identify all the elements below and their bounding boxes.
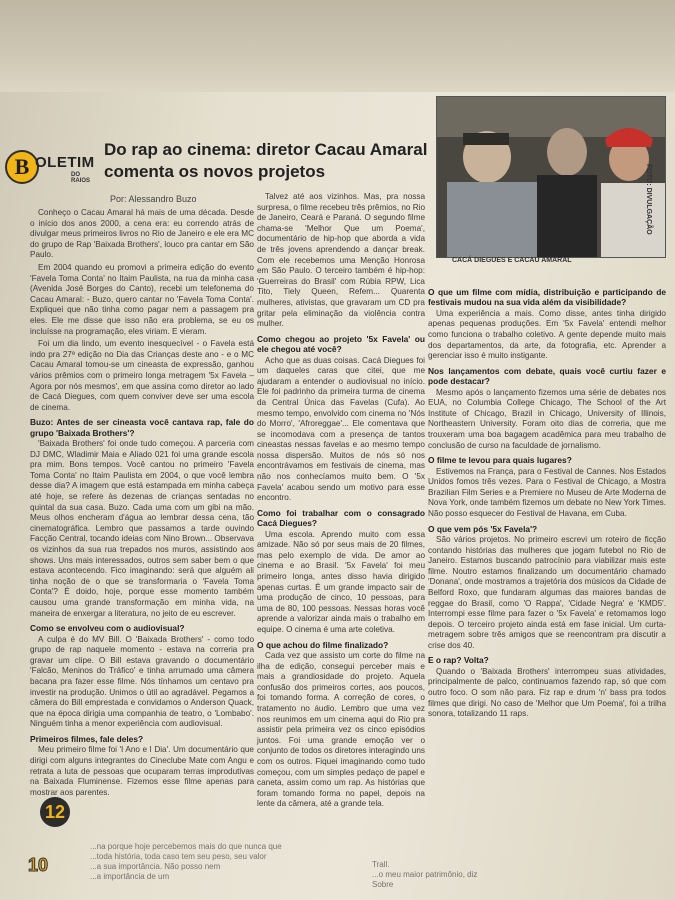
article-paragraph: Cada vez que assisto um corte do filme na ilha de edição, consegui perceber mais e mais a grandiosidade do projeto. Aquela confusão dos primeiros cortes, aos poucos, foi tomando forma. A correção de cores, o tratamento no áudio. Lembro que uma vez nos reunimos em um cinema aqui do Rio pra assistir pela primeira vez os cinco episódios juntos. Foi uma grande emoção ver o conjunto de todos os diretores interagindo uns com os outros. Fiquei imaginando como tudo começou, com um simples pedaço de papel e caneta, assim como um rap. As histórias que foram tomando forma no papel, depois na lente da câmera, até a grande tela. bbox=[257, 651, 425, 809]
logo-word: OLETIM bbox=[35, 154, 95, 171]
photo-credit: FOTO: DIVULGAÇÃO bbox=[645, 164, 652, 235]
article-paragraph: Estivemos na França, para o Festival de Cannes. Nos Estados Unidos fomos três vezes. Para o Festival de Chicago, a Mostra Brazilian Film Series e a Premiere no Museu de Arte Moderna de Nova York, onde também fizemos um debate no New York Times. Não posso esquecer do Festival de Havana, em Cuba. bbox=[428, 466, 667, 518]
article-paragraph: Talvez até aos vizinhos. Mas, pra nossa surpresa, o filme recebeu três prêmios, no Rio de Janeiro, Ceará e Paraná. O segundo filme chama-se 'Melhor Que um Poema', documentário de hip-hop que aborda a vida de três jovens aprendendo a dançar break. Com ele recebemos uma Menção Honrosa em São Paulo. O terceiro também é hip-hop: 'Guerreiras do Brasil' com Rúbia RPW, Lica Tito, Tiely Queen, Refem... Quarenta mulheres, ativistas, que gravaram um CD pra gritar pela eliminação da violência contra mulher. bbox=[257, 192, 425, 329]
article-paragraph: Uma experiência a mais. Como disse, antes tinha dirigido apenas pequenas produções. Em '5x Favela' entendi melhor como funciona o trabalho coletivo. A gente depende muito mais dos departamentos, da arte, da fotografia, etc. Aprender a gerenciar isso é muito instigante. bbox=[428, 308, 666, 361]
article-column-2 bbox=[257, 192, 425, 812]
interview-question: O que achou do filme finalizado? bbox=[257, 639, 389, 650]
article-paragraph: Uma escola. Aprendo muito com essa amizade. Não só por seus mais de 20 filmes, mas pelo exemplo de vida. De amor ao cinema e ao Brasil. '5x Favela' foi meu primeiro longa, antes disso havia dirigido apenas curtas. É um grande impacto sair de uma produção de cinco, 10 pessoas, para uma de 80, 100 pessoas. Nessas horas você aprende a valorizar ainda mais o trabalho em equipe. O cinema é uma arte coletiva. bbox=[257, 529, 425, 634]
interview-question: Primeiros filmes, fale deles? bbox=[30, 733, 144, 744]
facing-page-line: ...toda história, toda caso tem seu peso, seu valor bbox=[90, 852, 267, 861]
article-paragraph: Foi um dia lindo, um evento inesquecível - o Favela está indo pra 27ª edição no Dia das Crianças deste ano - e o MC Cacau Amaral tomou-se um cineasta de expressão, ganhou vários prêmios com o primeiro longa metragem '5x Favela – Agora por nós mesmos', em que assina como diretor ao lado de Cacá Diegues, com quem conviver deve ser uma escola de cinema. bbox=[30, 339, 254, 412]
article-paragraph: Mesmo após o lançamento fizemos uma série de debates nos EUA, no Columbia College Chicago, The School of the Art Institute of Chicago, Brazil in Chicago, University of Illinois, Northeastern University. Foram oito dias de correria, que me trouxeram uma boa bagagem acadêmica para meu trabalho de conclusão de curso na faculdade de jornalismo. bbox=[428, 387, 666, 450]
photo-caption: CACÁ DIEGUES E CACAU AMARAL bbox=[452, 257, 572, 264]
article-byline: Por: Alessandro Buzo bbox=[110, 194, 197, 204]
interview-question: Como se envolveu com o audiovisual? bbox=[30, 623, 185, 634]
interview-question: O filme te levou para quais lugares? bbox=[428, 455, 572, 466]
facing-page-line: Trall. bbox=[372, 860, 390, 869]
facing-page-fold bbox=[0, 0, 675, 92]
facing-page-text-right bbox=[372, 860, 622, 890]
facing-page-number: 10 bbox=[28, 855, 49, 875]
interview-question: Como foi trabalhar com o consagrado Cacá Diegues? bbox=[257, 507, 425, 529]
facing-page-line: ...o meu maior patrimônio, diz bbox=[372, 870, 478, 879]
article-paragraph: Em 2004 quando eu promovi a primeira edição do evento 'Favela Toma Conta' no Itaim Paulista, na rua da minha casa (Avenida José Borges do Canto), recebi um telefonema do Cacau Amaral: - Buzo, quero cantar no 'Favela Toma Conta'. Expliquei que não tinha como pagar nem a passagem pra eles. Ele me disse que isso não era problema, se eu os incluísse na programação, eles viriam. E vieram. bbox=[30, 262, 254, 336]
interview-question: Como chegou ao projeto '5x Favela' ou ele chegou até você? bbox=[257, 333, 425, 355]
boletim-logo bbox=[5, 148, 97, 188]
logo-letter: B bbox=[5, 150, 39, 184]
article-paragraph: Meu primeiro filme foi 'I Ano e I Dia'. Um documentário que dirigi com alguns integrantes do Cineclube Mate com Angu e retrata a luta de pessoas que ocuparam terras improdutivas na Baixada Fluminense. Fizemos esse filme apenas para mostrar aos parentes. bbox=[30, 745, 254, 797]
page-number: 12 bbox=[40, 797, 70, 827]
interview-question: Buzo: Antes de ser cineasta você cantava rap, fale do grupo 'Baixada Brothers'? bbox=[30, 417, 254, 438]
article-paragraph: Acho que as duas coisas. Cacá Diegues foi um daqueles caras que citei, que me ajudaram a entender o audiovisual no início. Ele foi padrinho da primeira turma de cinema da Central Única das Favelas (Cufa). Ao mesmo tempo, envolvido com cinema no 'Nós do Morro', 'Afroreggae'... Ele comentava que se incomodava com a presença de tantos cineastas nessas favelas e ao mesmo tempo nossa dispersão. Muitos de nós só nos encontrávamos em festivais de cinema, mas não nos conhecíamos muito bem. O '5x Favela' acabou sendo um motivo para esse encontro. bbox=[257, 355, 425, 503]
article-column-3 bbox=[428, 283, 666, 823]
article-paragraph: A culpa é do MV Bill. O 'Baixada Brothers' - como todo grupo de rap naquele momento - estava na correria pra gravar um clipe. O Bill estava gravando o documentário 'Falcão, Meninos do Tráfico' e tinha arrumado uma câmera bacana pra fazer esse filme. Nós tínhamos um centavo pra investir na produção. Unimos o útil ao agradável. Pegamos a câmera do Bill emprestada e convidamos o Anderson Quack, que na época dirigia uma companhia de teatro, o 'Lombabo'. Ninguém tinha a menor experiência com audiovisual. bbox=[30, 634, 254, 729]
facing-page-line: ...a importância de um bbox=[90, 872, 170, 881]
article-photo bbox=[436, 96, 666, 258]
logo-subtitle: DO RAIOS bbox=[71, 172, 91, 184]
interview-question: O que um filme com mídia, distribuição e participando de festivais mudou na sua vida além da visibilidade? bbox=[428, 287, 666, 308]
article-paragraph: Conheço o Cacau Amaral há mais de uma década. Desde o início dos anos 2000, a cena era: eu correndo atrás de divulgar meus primeiros livros no Rio de Janeiro e ele era MC do grupo de Rap 'Baixada Brothers', louco pra cantar em São Paulo. bbox=[30, 208, 254, 260]
article-headline: Do rap ao cinema: diretor Cacau Amaral comenta os novos projetos bbox=[104, 140, 428, 181]
facing-page-line: ...na porque hoje percebemos mais do que nunca que bbox=[90, 842, 282, 851]
article-column-1 bbox=[30, 208, 254, 797]
facing-page-text bbox=[90, 842, 370, 882]
article-paragraph: Quando o 'Baixada Brothers' interrompeu suas atividades, principalmente de palco, continuamos fazendo rap, só que com outro foco. O som não para. Fiz rap e drum 'n' bass pra todos filmes que dirigi. No caso de 'Melhor que Um Poema', foi a trilha sonora, totalizando 11 raps. bbox=[428, 666, 666, 719]
interview-question: E o rap? Volta? bbox=[428, 655, 489, 666]
article-paragraph: São vários projetos. No primeiro escrevi um roteiro de ficção contando histórias das mulheres que jogam futebol no Rio de Janeiro. Estamos buscando patrocínio para viabilizar mais este filme. Noutro estamos finalizando um documentário chamado 'Donana', onde mostramos a trajetória dos músicos da Cidade de Belford Roxo, que fundaram algumas das maiores bandas de reggae do Brasil, como 'O Rappa', 'Cidade Negra' e 'KMD5'. Interrompi esse filme para fazer o '5x Favela' e retomamos logo depois. O terceiro projeto ainda está em fase inicial. Um curta-metragem sobre três amigos que se reencontram pra discutir a crise dos 40. bbox=[428, 534, 666, 650]
facing-page-line: ...a sua importância. Não posso nem bbox=[90, 862, 221, 871]
facing-page-line: Sobre bbox=[372, 880, 394, 889]
interview-question: Nos lançamentos com debate, quais você curtiu fazer e pode destacar? bbox=[428, 365, 666, 387]
article-paragraph: 'Baixada Brothers' foi onde tudo começou. A parceria com DJ DMC, Wladimir Maia e Aliado 021 foi uma grande escola pra mim. Bons tempos. Você cantou no primeiro 'Favela Toma Conta' no Itaim Paulista em 2004, o que você lembra desse dia? A imagem que está estampada em minha cabeça até hoje, se refere às dezenas de crianças sentadas no quintal da sua casa. Buzo. Cada uma com um gibi na mão. Meus olhos encheram d'água ao lembrar dessa cena, tão cinematográfica. Lembro que passamos a tarde ouvindo Facção Central, tocando ideias com Nino Brown... Observava os vizinhos da sua rua trepados nos muros, assistindo aos shows. Uns mais interessados, outros sem saber bem o que estava acontecendo. Fico imaginando: será que alguém ali tinha noção de o que se transformaria o 'Favela Toma Conta'? É doido, hoje, porque esse momento também causou uma grande transformação em minha vida, na maneira de enxergar a literatura, no jeito de eu escrever. bbox=[30, 439, 254, 618]
interview-question: O que vem pós '5x Favela'? bbox=[428, 523, 538, 534]
